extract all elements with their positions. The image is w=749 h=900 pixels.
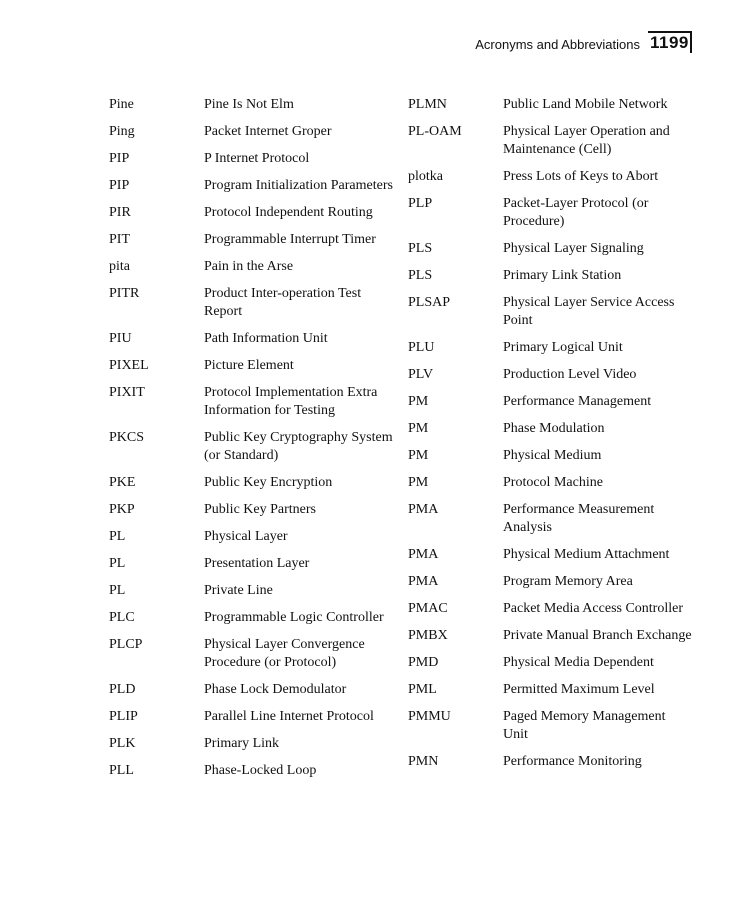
glossary-definition: Protocol Independent Routing	[204, 205, 373, 220]
glossary-entry	[109, 681, 399, 699]
glossary-definition: Pine Is Not Elm	[204, 97, 294, 112]
glossary-term: PL-OAM	[408, 124, 462, 139]
glossary-definition: Phase Lock Demodulator	[204, 682, 347, 697]
glossary-definition: Packet Media Access Controller	[503, 601, 684, 616]
glossary-term: PLIP	[109, 709, 138, 724]
glossary-term: PLCP	[109, 637, 143, 652]
glossary-definition: Product Inter-operation Test Report	[204, 286, 362, 319]
glossary-entry	[109, 501, 399, 519]
glossary-definition: Physical Layer Signaling	[503, 241, 644, 256]
glossary-definition: Programmable Logic Controller	[204, 610, 384, 625]
glossary-term: PMN	[408, 754, 439, 769]
glossary-term: PM	[408, 475, 429, 490]
glossary-definition: Physical Media Dependent	[503, 655, 654, 670]
glossary-term: PLD	[109, 682, 136, 697]
glossary-term: PLP	[408, 196, 433, 211]
glossary-definition: Physical Layer Convergence Procedure (or Protocol)	[204, 637, 365, 670]
glossary-entry	[109, 474, 399, 492]
glossary-entry	[109, 330, 399, 348]
glossary-entry	[408, 708, 698, 744]
glossary-term: PL	[109, 583, 126, 598]
glossary-term: PL	[109, 529, 126, 544]
glossary-term: PKCS	[109, 430, 145, 445]
glossary-definition: Public Key Partners	[204, 502, 316, 517]
glossary-entry	[408, 267, 698, 285]
glossary-definition: Protocol Machine	[503, 475, 603, 490]
glossary-entry	[109, 96, 399, 114]
glossary-definition: Packet-Layer Protocol (or Procedure)	[503, 196, 649, 229]
glossary-term: pita	[109, 259, 130, 274]
glossary-entry	[408, 294, 698, 330]
glossary-term: PIR	[109, 205, 131, 220]
glossary-entry	[109, 762, 399, 780]
glossary-term: PLK	[109, 736, 136, 751]
glossary-entry	[408, 681, 698, 699]
glossary-definition: Public Key Encryption	[204, 475, 333, 490]
glossary-definition: Press Lots of Keys to Abort	[503, 169, 659, 184]
glossary-entry	[408, 366, 698, 384]
glossary-definition: Paged Memory Management Unit	[503, 709, 666, 742]
glossary-definition: P Internet Protocol	[204, 151, 310, 166]
running-header	[0, 0, 749, 60]
glossary-term: Pine	[109, 97, 134, 112]
glossary-entry	[408, 501, 698, 537]
glossary-term: PM	[408, 448, 429, 463]
glossary-entry	[109, 177, 399, 195]
glossary-entry	[109, 204, 399, 222]
glossary-entry	[109, 285, 399, 321]
glossary-term: PMA	[408, 574, 439, 589]
glossary-definition: Primary Logical Unit	[503, 340, 623, 355]
glossary-definition: Phase-Locked Loop	[204, 763, 317, 778]
glossary-entry	[408, 573, 698, 591]
glossary-term: PLV	[408, 367, 434, 382]
left-glossary-column	[109, 96, 399, 789]
glossary-definition: Protocol Implementation Extra Information for Testing	[204, 385, 378, 418]
glossary-definition: Physical Layer	[204, 529, 288, 544]
glossary-definition: Programmable Interrupt Timer	[204, 232, 376, 247]
running-header-title: Acronyms and Abbreviations	[475, 37, 640, 52]
glossary-entry	[408, 447, 698, 465]
glossary-entry	[408, 168, 698, 186]
glossary-term: PIXEL	[109, 358, 149, 373]
glossary-entry	[109, 708, 399, 726]
glossary-entry	[109, 123, 399, 141]
glossary-definition: Physical Medium	[503, 448, 602, 463]
glossary-term: PIP	[109, 178, 130, 193]
glossary-definition: Primary Link	[204, 736, 280, 751]
glossary-entry	[109, 150, 399, 168]
glossary-definition: Physical Medium Attachment	[503, 547, 670, 562]
glossary-term: PML	[408, 682, 437, 697]
glossary-term: PIT	[109, 232, 130, 247]
glossary-term: PKP	[109, 502, 135, 517]
glossary-definition: Public Land Mobile Network	[503, 97, 668, 112]
glossary-definition: Physical Layer Operation and Maintenance (Cell)	[503, 124, 670, 157]
glossary-term: plotka	[408, 169, 443, 184]
glossary-entry	[408, 339, 698, 357]
glossary-term: PL	[109, 556, 126, 571]
glossary-entry	[109, 735, 399, 753]
glossary-definition: Performance Monitoring	[503, 754, 642, 769]
glossary-term: PLMN	[408, 97, 447, 112]
glossary-definition: Phase Modulation	[503, 421, 605, 436]
header-rule-horizontal	[648, 31, 692, 33]
glossary-entry	[408, 123, 698, 159]
glossary-entry	[408, 195, 698, 231]
glossary-entry	[109, 258, 399, 276]
glossary-entry	[408, 546, 698, 564]
glossary-entry	[109, 555, 399, 573]
glossary-term: PLS	[408, 241, 433, 256]
header-rule-vertical	[690, 31, 692, 53]
page-number: 1199	[650, 33, 689, 52]
glossary-definition: Path Information Unit	[204, 331, 328, 346]
glossary-term: PMA	[408, 502, 439, 517]
glossary-entry	[109, 357, 399, 375]
glossary-term: PLSAP	[408, 295, 451, 310]
glossary-term: PMBX	[408, 628, 448, 643]
glossary-entry	[109, 429, 399, 465]
glossary-entry	[408, 627, 698, 645]
glossary-term: PMAC	[408, 601, 448, 616]
glossary-term: PLL	[109, 763, 134, 778]
glossary-definition: Program Memory Area	[503, 574, 633, 589]
glossary-entry	[109, 384, 399, 420]
glossary-definition: Parallel Line Internet Protocol	[204, 709, 374, 724]
glossary-entry	[408, 240, 698, 258]
glossary-entry	[109, 609, 399, 627]
glossary-term: PM	[408, 394, 429, 409]
glossary-term: PITR	[109, 286, 140, 301]
glossary-definition: Pain in the Arse	[204, 259, 294, 274]
glossary-entry	[408, 420, 698, 438]
glossary-definition: Private Manual Branch Exchange	[503, 628, 692, 643]
glossary-term: PKE	[109, 475, 136, 490]
glossary-entry	[408, 654, 698, 672]
right-glossary-column	[408, 96, 698, 780]
glossary-entry	[408, 600, 698, 618]
glossary-term: PM	[408, 421, 429, 436]
glossary-term: PLS	[408, 268, 433, 283]
glossary-term: PIU	[109, 331, 132, 346]
glossary-definition: Packet Internet Groper	[204, 124, 332, 139]
glossary-definition: Production Level Video	[503, 367, 637, 382]
glossary-term: PIP	[109, 151, 130, 166]
glossary-entry	[408, 393, 698, 411]
glossary-term: PMA	[408, 547, 439, 562]
glossary-definition: Picture Element	[204, 358, 294, 373]
glossary-definition: Presentation Layer	[204, 556, 310, 571]
glossary-definition: Physical Layer Service Access Point	[503, 295, 675, 328]
glossary-term: Ping	[109, 124, 135, 139]
glossary-definition: Public Key Cryptography System (or Standard)	[204, 430, 393, 463]
glossary-entry	[408, 474, 698, 492]
glossary-entry	[408, 753, 698, 771]
glossary-definition: Primary Link Station	[503, 268, 622, 283]
glossary-term: PLC	[109, 610, 135, 625]
glossary-definition: Performance Management	[503, 394, 652, 409]
glossary-term: PIXIT	[109, 385, 145, 400]
glossary-entry	[109, 231, 399, 249]
glossary-definition: Private Line	[204, 583, 273, 598]
glossary-entry	[109, 582, 399, 600]
glossary-term: PLU	[408, 340, 435, 355]
glossary-definition: Program Initialization Parameters	[204, 178, 393, 193]
glossary-term: PMD	[408, 655, 439, 670]
glossary-entry	[109, 528, 399, 546]
glossary-definition: Permitted Maximum Level	[503, 682, 655, 697]
glossary-term: PMMU	[408, 709, 451, 724]
glossary-entry	[408, 96, 698, 114]
glossary-entry	[109, 636, 399, 672]
glossary-definition: Performance Measurement Analysis	[503, 502, 655, 535]
